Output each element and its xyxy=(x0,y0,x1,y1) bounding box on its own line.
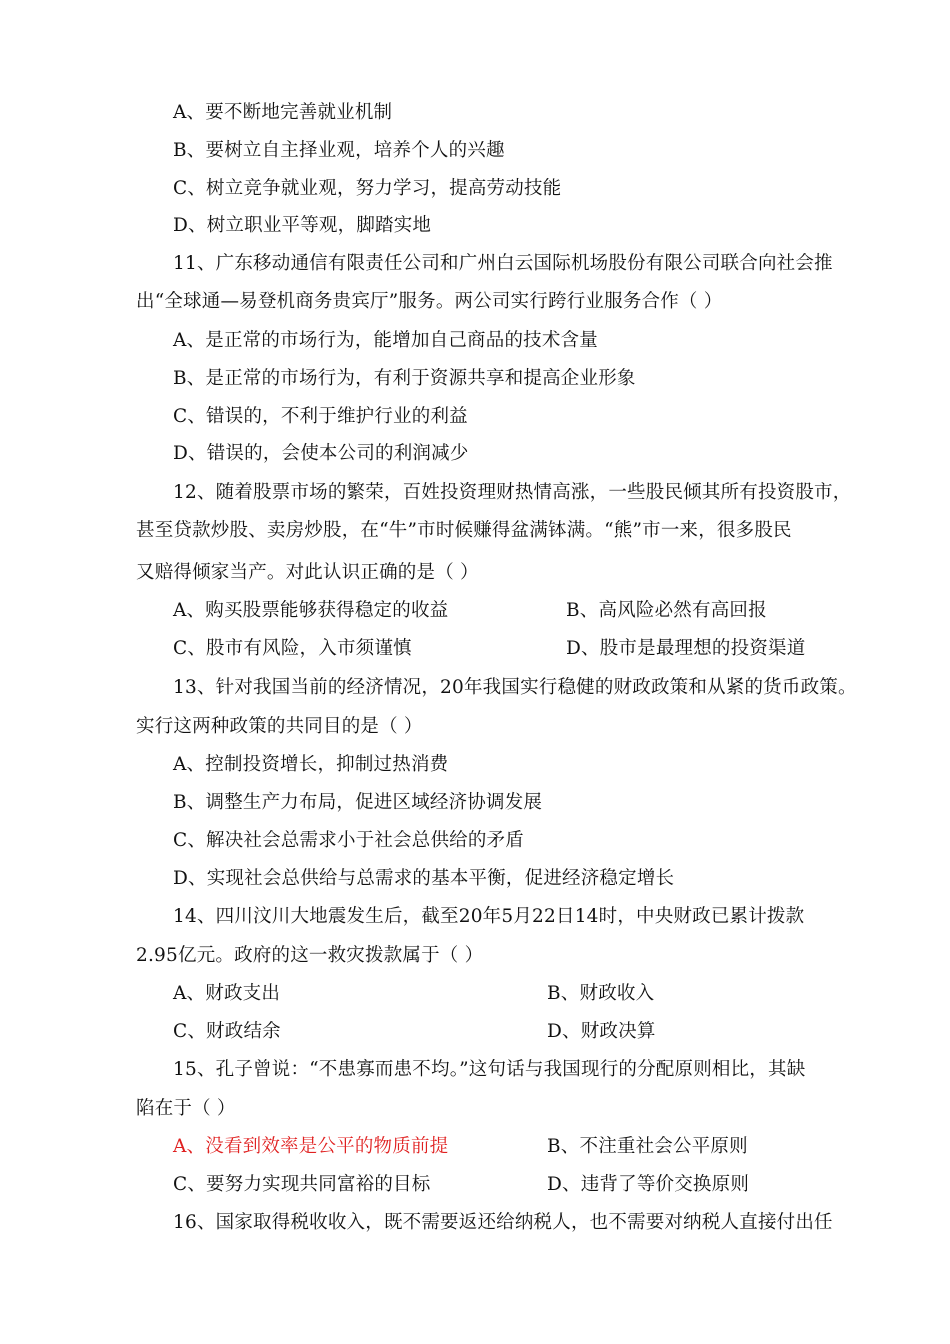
q11-option-a: A、是正常的市场行为，能增加自己商品的技术含量 xyxy=(173,330,598,351)
q14-stem-line2: 2.95亿元。政府的这一救灾拨款属于（ ） xyxy=(136,945,484,966)
q15-option-d: D、违背了等价交换原则 xyxy=(547,1174,750,1195)
q10-option-c: C、树立竞争就业观，努力学习，提高劳动技能 xyxy=(173,178,562,199)
q16-stem-line1: 16、国家取得税收收入，既不需要返还给纳税人，也不需要对纳税人直接付出任 xyxy=(173,1212,833,1233)
q13-option-c: C、解决社会总需求小于社会总供给的矛盾 xyxy=(173,830,524,851)
q14-option-b: B、财政收入 xyxy=(547,983,655,1004)
q12-stem-line2: 甚至贷款炒股、卖房炒股，在“牛”市时候赚得盆满钵满。“熊”市一来，很多股民 xyxy=(136,520,792,541)
q11-option-b: B、是正常的市场行为，有利于资源共享和提高企业形象 xyxy=(173,368,636,389)
q13-stem-line1: 13、针对我国当前的经济情况，20年我国实行稳健的财政政策和从紧的货币政策。 xyxy=(173,677,857,698)
q13-stem-line2: 实行这两种政策的共同目的是（ ） xyxy=(136,716,423,737)
q11-option-d: D、错误的，会使本公司的利润减少 xyxy=(173,443,469,464)
q12-option-d: D、股市是最理想的投资渠道 xyxy=(566,638,806,659)
q15-stem-line1: 15、孔子曾说：“不患寡而患不均。”这句话与我国现行的分配原则相比，其缺 xyxy=(173,1059,806,1080)
q15-option-b: B、不注重社会公平原则 xyxy=(547,1136,748,1157)
q11-stem-line2: 出“全球通—易登机商务贵宾厅”服务。两公司实行跨行业服务合作（ ） xyxy=(136,291,723,312)
q12-stem-line3: 又赔得倾家当产。对此认识正确的是（ ） xyxy=(136,562,479,583)
q13-option-a: A、控制投资增长，抑制过热消费 xyxy=(173,754,449,775)
q14-stem-line1: 14、四川汶川大地震发生后，截至20年5月22日14时，中央财政已累计拨款 xyxy=(173,906,805,927)
q13-option-b: B、调整生产力布局，促进区域经济协调发展 xyxy=(173,792,543,813)
q11-stem-line1: 11、广东移动通信有限责任公司和广州白云国际机场股份有限公司联合向社会推 xyxy=(173,253,833,274)
q15-stem-line2: 陷在于（ ） xyxy=(136,1098,236,1119)
q10-option-a: A、要不断地完善就业机制 xyxy=(173,102,393,123)
q12-stem-line1: 12、随着股票市场的繁荣，百姓投资理财热情高涨，一些股民倾其所有投资股市， xyxy=(173,482,852,503)
q14-option-a: A、财政支出 xyxy=(173,983,281,1004)
q13-option-d: D、实现社会总供给与总需求的基本平衡，促进经济稳定增长 xyxy=(173,868,675,889)
q14-option-d: D、财政决算 xyxy=(547,1021,656,1042)
q11-option-c: C、错误的，不利于维护行业的利益 xyxy=(173,406,468,427)
q12-option-c: C、股市有风险，入市须谨慎 xyxy=(173,638,412,659)
q14-option-c: C、财政结余 xyxy=(173,1021,281,1042)
q12-option-a: A、购买股票能够获得稳定的收益 xyxy=(173,600,449,621)
q10-option-b: B、要树立自主择业观，培养个人的兴趣 xyxy=(173,140,505,161)
q12-option-b: B、高风险必然有高回报 xyxy=(566,600,767,621)
q15-option-c: C、要努力实现共同富裕的目标 xyxy=(173,1174,431,1195)
q15-option-a-highlighted: A、没看到效率是公平的物质前提 xyxy=(173,1136,449,1157)
q10-option-d: D、树立职业平等观，脚踏实地 xyxy=(173,215,432,236)
